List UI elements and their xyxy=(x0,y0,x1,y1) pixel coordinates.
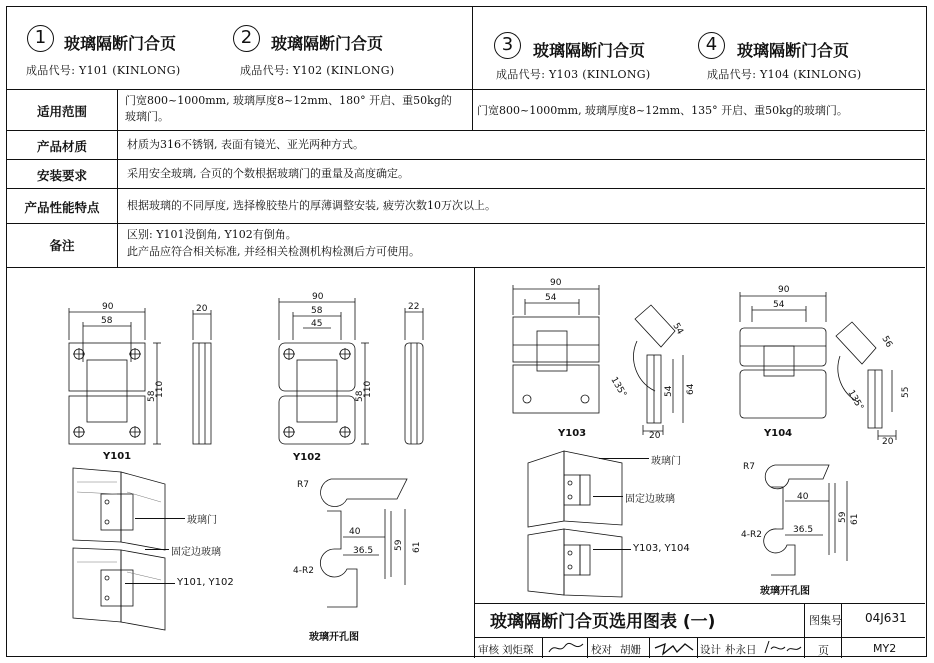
y104-dim-54: 54 xyxy=(773,300,785,310)
scope-left-line2: 玻璃门。 xyxy=(125,110,169,123)
note-line2: 此产品应符合相关标准, 并经相关检测机构检测后方可使用。 xyxy=(127,245,420,258)
callout-models-left: Y101, Y102 xyxy=(177,577,234,588)
cutout-left-d59: 59 xyxy=(394,539,404,551)
y101-label: Y101 xyxy=(103,451,132,462)
y102-dim-22: 22 xyxy=(408,302,420,312)
reviewer-signature xyxy=(547,640,585,656)
cutout-left-d40: 40 xyxy=(349,527,361,537)
y101-dim-58: 58 xyxy=(101,316,113,326)
y103-dim-20: 20 xyxy=(649,431,661,441)
y103-dim-64: 64 xyxy=(686,383,696,395)
titleblock-top xyxy=(474,603,925,604)
atlas-number: 04J631 xyxy=(865,611,907,625)
callout-line xyxy=(145,549,169,550)
cutout-right-drawing xyxy=(739,457,889,587)
product-4-number: 4 xyxy=(698,32,725,59)
y102-dim-58: 58 xyxy=(311,306,323,316)
y104-dim-90: 90 xyxy=(778,285,790,295)
drawing-divider xyxy=(474,267,475,658)
table-line xyxy=(7,267,925,268)
callout-line xyxy=(593,496,623,497)
y104-dim-55: 55 xyxy=(901,386,911,398)
product-3-title: 玻璃隔断门合页 xyxy=(533,41,646,60)
design-label: 设计 xyxy=(700,644,721,656)
review-label: 审核 xyxy=(478,644,499,656)
table-label-divider xyxy=(117,89,118,267)
row-label-install: 安装要求 xyxy=(36,168,87,183)
callout-line xyxy=(593,549,631,550)
cutout-left-d61: 61 xyxy=(412,541,422,553)
y103-dim-54a: 54 xyxy=(670,321,685,337)
y101-dim-90: 90 xyxy=(102,302,114,312)
cutout-left-d365: 36.5 xyxy=(353,546,374,556)
cutout-right-d59: 59 xyxy=(838,511,848,523)
reviewer-name: 刘炬琛 xyxy=(502,644,534,656)
cutout-right-r2: 4-R2 xyxy=(741,530,762,540)
y102-dim-90: 90 xyxy=(312,292,324,302)
callout-line xyxy=(135,518,185,519)
y104-dim-angle: 135° xyxy=(845,388,865,413)
y102-dim-58v: 58 xyxy=(355,390,365,402)
y101-dim-20: 20 xyxy=(196,304,208,314)
product-4-title: 玻璃隔断门合页 xyxy=(737,41,850,60)
row-label-material: 产品材质 xyxy=(36,139,87,154)
y104-front-view xyxy=(732,282,922,447)
designer-name: 朴永日 xyxy=(725,644,757,656)
product-4-code: 成品代号: Y104 (KINLONG) xyxy=(707,68,862,81)
y102-front-view xyxy=(265,282,435,457)
product-3-number: 3 xyxy=(494,32,521,59)
y103-dim-54v: 54 xyxy=(664,385,674,397)
titleblock-div xyxy=(542,637,543,658)
check-label: 校对 xyxy=(591,644,612,656)
table-line xyxy=(7,130,925,131)
feature-text: 根据玻璃的不同厚度, 选择橡胶垫片的厚薄调整安装, 疲劳次数10万次以上。 xyxy=(127,199,496,212)
scope-right: 门宽800~1000mm, 玻璃厚度8~12mm、135° 开启、重50kg的玻璃门。 xyxy=(477,104,848,117)
note-line1: 区别: Y101没倒角, Y102有倒角。 xyxy=(127,228,297,241)
designer-signature xyxy=(763,639,803,657)
y102-dim-45: 45 xyxy=(311,319,323,329)
callout-fixed-glass-right: 固定边玻璃 xyxy=(625,494,675,505)
y104-label: Y104 xyxy=(764,428,793,439)
cutout-left-r7: R7 xyxy=(297,480,309,490)
cutout-right-r7: R7 xyxy=(743,462,755,472)
callout-line xyxy=(125,583,175,584)
y101-installed-view xyxy=(67,462,177,642)
product-2-code: 成品代号: Y102 (KINLONG) xyxy=(240,64,395,77)
cutout-left-caption: 玻璃开孔图 xyxy=(309,632,359,643)
y101-dim-110: 110 xyxy=(155,380,165,398)
page-label: 页 xyxy=(818,644,829,657)
titleblock-div xyxy=(587,637,588,658)
checker-signature xyxy=(653,640,695,656)
titleblock-div xyxy=(697,637,698,658)
product-2-title: 玻璃隔断门合页 xyxy=(271,34,384,53)
y104-dim-20: 20 xyxy=(882,437,894,447)
product-1-title: 玻璃隔断门合页 xyxy=(64,34,177,53)
row-label-scope: 适用范围 xyxy=(36,104,87,119)
material-text: 材质为316不锈钢, 表面有镜光、亚光两种方式。 xyxy=(127,138,364,151)
header-divider xyxy=(7,89,925,90)
y103-dim-90: 90 xyxy=(550,278,562,288)
y103-front-view xyxy=(507,275,707,440)
product-1-number: 1 xyxy=(27,25,54,52)
y103-dim-54: 54 xyxy=(545,293,557,303)
table-line xyxy=(7,223,925,224)
callout-models-right: Y103, Y104 xyxy=(633,543,690,554)
cutout-right-caption: 玻璃开孔图 xyxy=(760,586,810,597)
titleblock-title: 玻璃隔断门合页选用图表 (一) xyxy=(490,612,716,632)
y102-dim-110: 110 xyxy=(363,380,373,398)
callout-fixed-glass-left: 固定边玻璃 xyxy=(171,547,221,558)
checker-name: 胡姗 xyxy=(620,644,641,656)
product-2-number: 2 xyxy=(233,25,260,52)
y101-front-view xyxy=(57,292,227,462)
drawing-sheet xyxy=(6,6,927,657)
cutout-left-drawing xyxy=(287,469,447,619)
y103-dim-angle: 135° xyxy=(608,375,628,400)
y104-dim-56: 56 xyxy=(879,334,894,350)
callout-glass-door-left: 玻璃门 xyxy=(187,515,217,526)
product-1-code: 成品代号: Y101 (KINLONG) xyxy=(26,64,181,77)
header-vdivider xyxy=(472,7,473,89)
table-line xyxy=(7,159,925,160)
cutout-left-r2: 4-R2 xyxy=(293,566,314,576)
atlas-label: 图集号 xyxy=(809,614,842,627)
row-label-feature: 产品性能特点 xyxy=(24,200,100,215)
y103-installed-view xyxy=(522,445,632,605)
callout-glass-door-right: 玻璃门 xyxy=(651,456,681,467)
cutout-right-d61: 61 xyxy=(850,513,860,525)
y102-label: Y102 xyxy=(293,452,322,463)
page-number: MY2 xyxy=(873,642,897,655)
cutout-right-d40: 40 xyxy=(797,492,809,502)
scope-left-line1: 门宽800~1000mm, 玻璃厚度8~12mm、180° 开启、重50kg的 xyxy=(125,94,452,107)
install-text: 采用安全玻璃, 合页的个数根据玻璃门的重量及高度确定。 xyxy=(127,167,409,180)
callout-line xyxy=(599,458,649,459)
titleblock-div xyxy=(804,603,805,658)
product-3-code: 成品代号: Y103 (KINLONG) xyxy=(496,68,651,81)
y103-label: Y103 xyxy=(558,428,587,439)
y101-dim-58v: 58 xyxy=(147,390,157,402)
table-line xyxy=(7,188,925,189)
titleblock-div xyxy=(649,637,650,658)
cutout-right-d365: 36.5 xyxy=(793,525,814,535)
row-label-note: 备注 xyxy=(49,238,75,253)
table-scope-divider xyxy=(472,89,473,130)
